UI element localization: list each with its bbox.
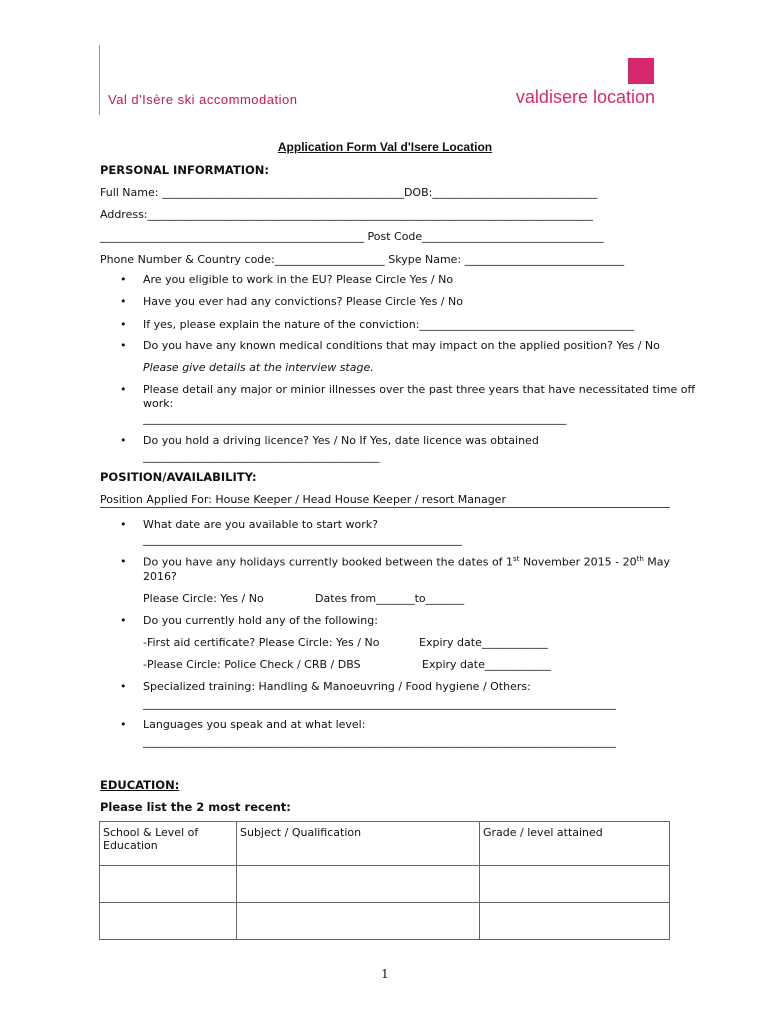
column-header-subject: Subject / Qualification [237,822,480,866]
training-question: Specialized training: Handling & Manoeuvring / Food hygiene / Others: [143,680,531,693]
table-row [100,866,670,903]
position-rule [100,507,670,508]
table-cell[interactable] [100,903,237,940]
personal-heading: PERSONAL INFORMATION: [100,163,270,177]
conviction-details-line[interactable]: If yes, please explain the nature of the conviction:_______________________________________ [143,318,634,331]
page-number: 1 [381,967,389,981]
bullet-icon: • [120,339,127,352]
start-date-line[interactable]: __________________________________________________________ [143,533,462,546]
table-cell[interactable] [100,866,237,903]
first-aid-expiry-line[interactable]: Expiry date____________ [419,636,548,649]
bullet-icon: • [120,518,127,531]
eu-eligibility-question: Are you eligible to work in the EU? Please Circle Yes / No [143,273,454,286]
bullet-icon: • [120,718,127,731]
start-date-question: What date are you available to start work? [143,518,378,531]
medical-note: Please give details at the interview stage. [143,361,374,374]
holidays-circle[interactable]: Please Circle: Yes / No [143,592,264,605]
languages-line[interactable]: ______________________________________________________________________________________ [143,735,616,748]
position-applied-line[interactable]: Position Applied For: House Keeper / Head House Keeper / resort Manager [100,493,506,506]
illness-question: Please detail any major or minior illnesses over the past three years that have necessitated time off [143,383,696,396]
table-header-row [100,822,670,866]
first-aid-line[interactable]: -First aid certificate? Please Circle: Yes / No [143,636,380,649]
bullet-icon: • [120,383,127,396]
education-subheading: Please list the 2 most recent: [100,800,291,814]
table-cell[interactable] [480,866,670,903]
position-heading: POSITION/AVAILABILITY: [100,470,257,484]
bullet-icon: • [120,434,127,447]
bullet-icon: • [120,555,127,568]
holidays-question: Do you have any holidays currently booked between the dates of 1st November 2015 - 20th May [143,555,671,569]
bullet-icon: • [120,680,127,693]
convictions-question: Have you ever had any convictions? Please Circle Yes / No [143,295,463,308]
column-header-school: School & Level of Education [100,822,237,866]
bullet-icon: • [120,295,127,308]
police-check-expiry-line[interactable]: Expiry date____________ [422,658,551,671]
full-name-line[interactable]: Full Name: ____________________________________________DOB:______________________________ [100,186,598,199]
police-check-line[interactable]: -Please Circle: Police Check / CRB / DBS [143,658,361,671]
table-cell[interactable] [237,866,480,903]
table-row [100,903,670,940]
medical-question: Do you have any known medical conditions that may impact on the applied position? Yes / No [143,339,660,352]
table-cell[interactable] [480,903,670,940]
bullet-icon: • [120,273,127,286]
training-line[interactable]: ______________________________________________________________________________________ [143,697,616,710]
languages-question: Languages you speak and at what level: [143,718,366,731]
driving-licence-line[interactable]: ___________________________________________ [143,450,380,463]
education-table [99,821,670,940]
bullet-icon: • [120,614,127,627]
illness-answer-line[interactable]: _____________________________________________________________________________ [143,412,567,425]
address-line[interactable]: Address:_________________________________________________________________________________ [100,208,594,221]
logo-text: valdisere location [515,87,655,107]
holidays-question-cont: 2016? [143,570,177,583]
header-divider [99,45,100,115]
bullet-icon: • [120,318,127,331]
address-postcode-line[interactable]: ________________________________________________ Post Code_________________________________ [100,230,604,243]
driving-licence-question: Do you hold a driving licence? Yes / No If Yes, date licence was obtained [143,434,539,447]
column-header-grade: Grade / level attained [480,822,670,866]
form-title: Application Form Val d'Isere Location [277,140,493,154]
education-heading: EDUCATION: [100,778,180,792]
certificates-question: Do you currently hold any of the following: [143,614,378,627]
header-tagline: Val d'Isère ski accommodation [108,92,298,107]
table-cell[interactable] [237,903,480,940]
logo-square-icon [628,58,654,84]
phone-skype-line[interactable]: Phone Number & Country code:____________________ Skype Name: _____________________________ [100,253,625,266]
holidays-dates-line[interactable]: Dates from_______to_______ [315,592,465,605]
illness-question-cont: work: [143,397,174,410]
